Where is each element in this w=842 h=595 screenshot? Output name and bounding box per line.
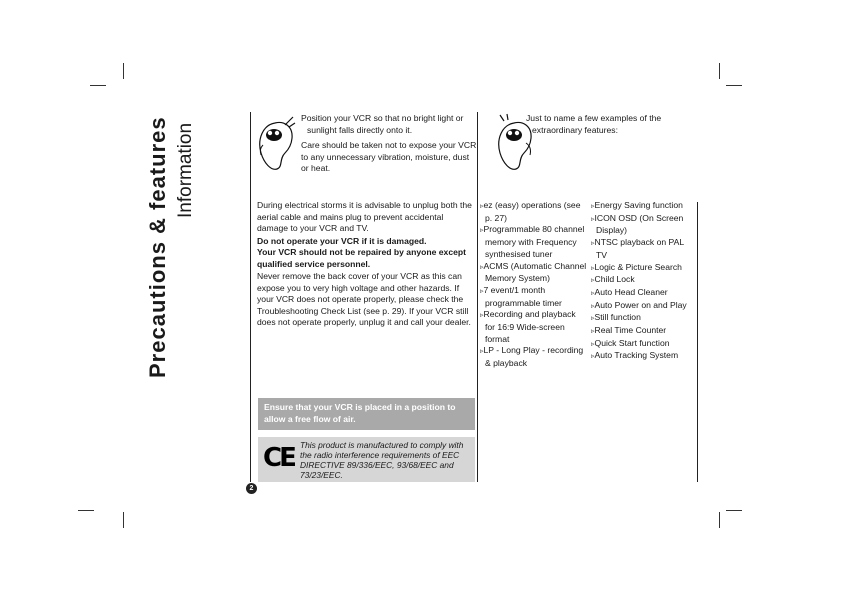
ce-compliance-text: This product is manufactured to comply with the radio interference requirements of EEC DIRECTIVE 89/336/EEC, 93/68/EEC and 73/23/EEC. bbox=[300, 440, 464, 480]
crop-mark bbox=[123, 63, 124, 79]
list-item: ▹ ACMS (Automatic Channel Memory System) bbox=[480, 261, 588, 285]
list-item: ▹ Auto Tracking System bbox=[591, 350, 696, 363]
storm-paragraph: During electrical storms it is advisable to unplug both the aerial cable and mains plug to prevent accidental damage to your VCR and TV. bbox=[257, 200, 472, 233]
warning-damaged: Do not operate your VCR if it is damaged. bbox=[257, 236, 427, 246]
crop-mark bbox=[78, 510, 94, 511]
crop-mark bbox=[726, 85, 742, 86]
tip-vibration: Care should be taken not to expose your VCR to any unnecessary vibration, moisture, dust or heat. bbox=[301, 140, 477, 173]
features-list-2 bbox=[591, 200, 696, 363]
list-item: ▹ ICON OSD (On Screen Display) bbox=[591, 213, 696, 237]
list-item: ▹ Auto Power on and Play bbox=[591, 300, 696, 313]
title-main: Precautions & features bbox=[145, 116, 170, 378]
list-item: ▹ Programmable 80 channel memory with Frequency synthesised tuner bbox=[480, 224, 588, 260]
features-intro: Just to name a few examples of the extraordinary features: bbox=[526, 113, 662, 135]
page-number: 2 bbox=[246, 483, 257, 494]
back-cover-paragraph: Never remove the back cover of your VCR as this can expose you to very high voltage and other hazards. If your VCR does not operate properly, please check the Troubleshooting Check List (see p. 29). If your VCR still does not operate properly, unplug it and call your dealer. bbox=[257, 271, 471, 327]
page-title bbox=[145, 116, 196, 378]
list-item: ▹ 7 event/1 month programmable timer bbox=[480, 285, 588, 309]
list-item: ▹ NTSC playback on PAL TV bbox=[591, 237, 696, 261]
airflow-note: Ensure that your VCR is placed in a position to allow a free flow of air. bbox=[258, 398, 475, 430]
list-item: ▹ Child Lock bbox=[591, 274, 696, 287]
features-list-1 bbox=[480, 200, 588, 370]
list-item: ▹ Logic & Picture Search bbox=[591, 262, 696, 275]
column-divider bbox=[477, 112, 478, 482]
tip-bright-light: Position your VCR so that no bright light or sunlight falls directly onto it. bbox=[301, 113, 464, 135]
column-divider bbox=[250, 112, 251, 482]
crop-mark bbox=[719, 512, 720, 528]
list-item: ▹ Recording and playback for 16:9 Wide-screen format bbox=[480, 309, 588, 345]
list-item: ▹ Real Time Counter bbox=[591, 325, 696, 338]
warning-repair: Your VCR should not be repaired by anyone except qualified service personnel. bbox=[257, 247, 466, 269]
column-divider bbox=[697, 202, 698, 482]
crop-mark bbox=[90, 85, 106, 86]
list-item: ▹ ez (easy) operations (see p. 27) bbox=[480, 200, 588, 224]
list-item: ▹ Still function bbox=[591, 312, 696, 325]
crop-mark bbox=[123, 512, 124, 528]
list-item: ▹ Quick Start function bbox=[591, 338, 696, 351]
list-item: ▹ Energy Saving function bbox=[591, 200, 696, 213]
crop-mark bbox=[726, 510, 742, 511]
ce-mark-icon: CE bbox=[263, 443, 294, 473]
list-item: ▹ LP - Long Play - recording & playback bbox=[480, 345, 588, 369]
title-sub: Information bbox=[175, 122, 196, 218]
crop-mark bbox=[719, 63, 720, 79]
mascot-icon bbox=[255, 113, 299, 175]
list-item: ▹ Auto Head Cleaner bbox=[591, 287, 696, 300]
